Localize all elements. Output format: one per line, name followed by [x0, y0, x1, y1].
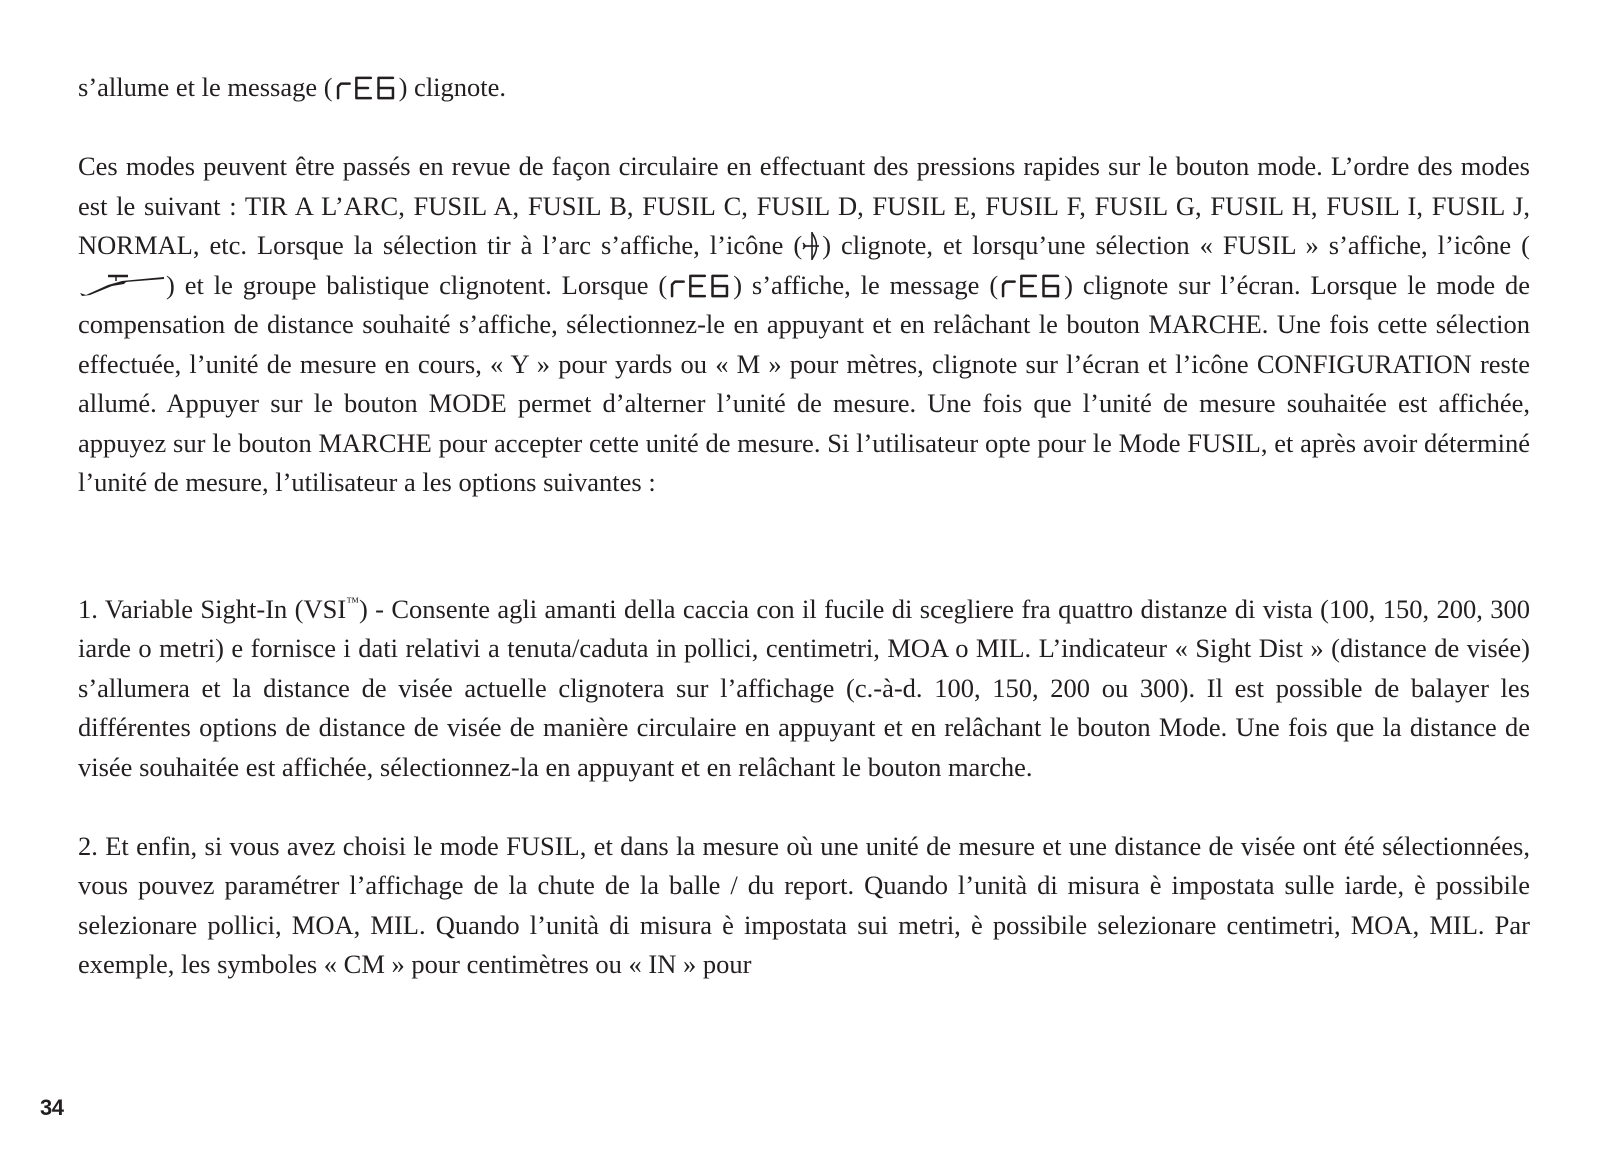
paragraph-text: 1. Variable Sight-In (VSI — [78, 593, 347, 624]
page-number: 34 — [40, 1095, 64, 1120]
reset-lcd-icon — [334, 75, 398, 101]
paragraph-text: ) - Consente agli amanti della caccia con il fucile di scegliere fra quattro distanze di vista (100, 150, 200, 300 iarde o metri) e fornisce i dati relativi a tenuta/caduta in pollici, centimetri, MOA o MIL. L’indicateur « Sight Dist » (distance de visée) s’allumera et la distance de visée actuelle clignotera sur l’affichage (c.-à-d. 100, 150, 200 ou 300). Il est possible de balayer les différentes options de distance de visée de manière circulaire en appuyant et en relâchant le bouton Mode. Une fois que la distance de visée souhaitée est affichée, sélectionnez-la en appuyant et en relâchant le bouton marche. — [78, 593, 1530, 782]
paragraph-option-1 — [78, 582, 1530, 788]
paragraph-option-2: 2. Et enfin, si vous avez choisi le mode FUSIL, et dans la mesure où une unité de mesure et une distance de visée ont été sélectionnées, vous pouvez paramétrer l’affichage de la chute de la balle / du report. Quando l’unità di misura è impostata sulle iarde, è possibile selezionare pollici, MOA, MIL. Quando l’unità di misura è impostata sui metri, è possibile selezionare centimetri, MOA, MIL. Par exemple, les symboles « CM » pour centimètres ou « IN » pour — [78, 830, 1530, 979]
paragraph-text: ) s’affiche, le message ( — [733, 269, 999, 300]
paragraph-text: ) clignote sur l’écran. Lorsque le mode de compensation de distance souhaité s’affiche, sélectionnez-le en appuyant et en relâchant le bouton MARCHE. Une fois cette sélection effectuée, l’unité de mesure en cours, « Y » pour yards ou « M » pour mètres, clignote sur l’écran et l’icône CONFIGURATION reste allumé. Appuyer sur le bouton MODE permet d’alterner l’unité de mesure. Une fois que l’unité de mesure souhaitée est affichée, appuyez sur le bouton MARCHE pour accepter cette unité de mesure. Si l’utilisateur opte pour le Mode FUSIL, et après avoir déterminé l’unité de mesure, l’utilisateur a les options suivantes : — [78, 269, 1530, 497]
paragraph-text: ) clignote. — [398, 72, 507, 102]
paragraph-text: s’allume et le message ( — [78, 72, 333, 102]
document-page — [78, 68, 1530, 985]
paragraph-text: ) et le groupe balistique clignotent. Lorsque ( — [166, 269, 668, 300]
reset-lcd-icon — [999, 273, 1063, 299]
paragraph-intro — [78, 68, 1530, 108]
trademark-symbol: ™ — [346, 593, 359, 609]
paragraph-text: ) clignote, et lorsqu’une sélection « FUSIL » s’affiche, l’icône ( — [822, 230, 1530, 260]
rifle-icon — [78, 273, 166, 297]
paragraph-modes — [78, 147, 1530, 503]
bow-icon — [802, 231, 822, 261]
reset-lcd-icon — [668, 273, 732, 299]
paragraph-text: Ces modes peuvent être passés en revue de façon circulaire en effectuant des pressions rapides sur le bouton mode. L’ordre des modes est le suivant : TIR A L’ARC, FUSIL A, FUSIL B, FUSIL C, FUSIL D, FUSIL E, FUSIL F, FUSIL G, FUSIL H, FUSIL I, FUSIL J, NORMAL, etc. Lorsque la sélection tir à l’arc s’affiche, l’icône ( — [78, 151, 1530, 260]
